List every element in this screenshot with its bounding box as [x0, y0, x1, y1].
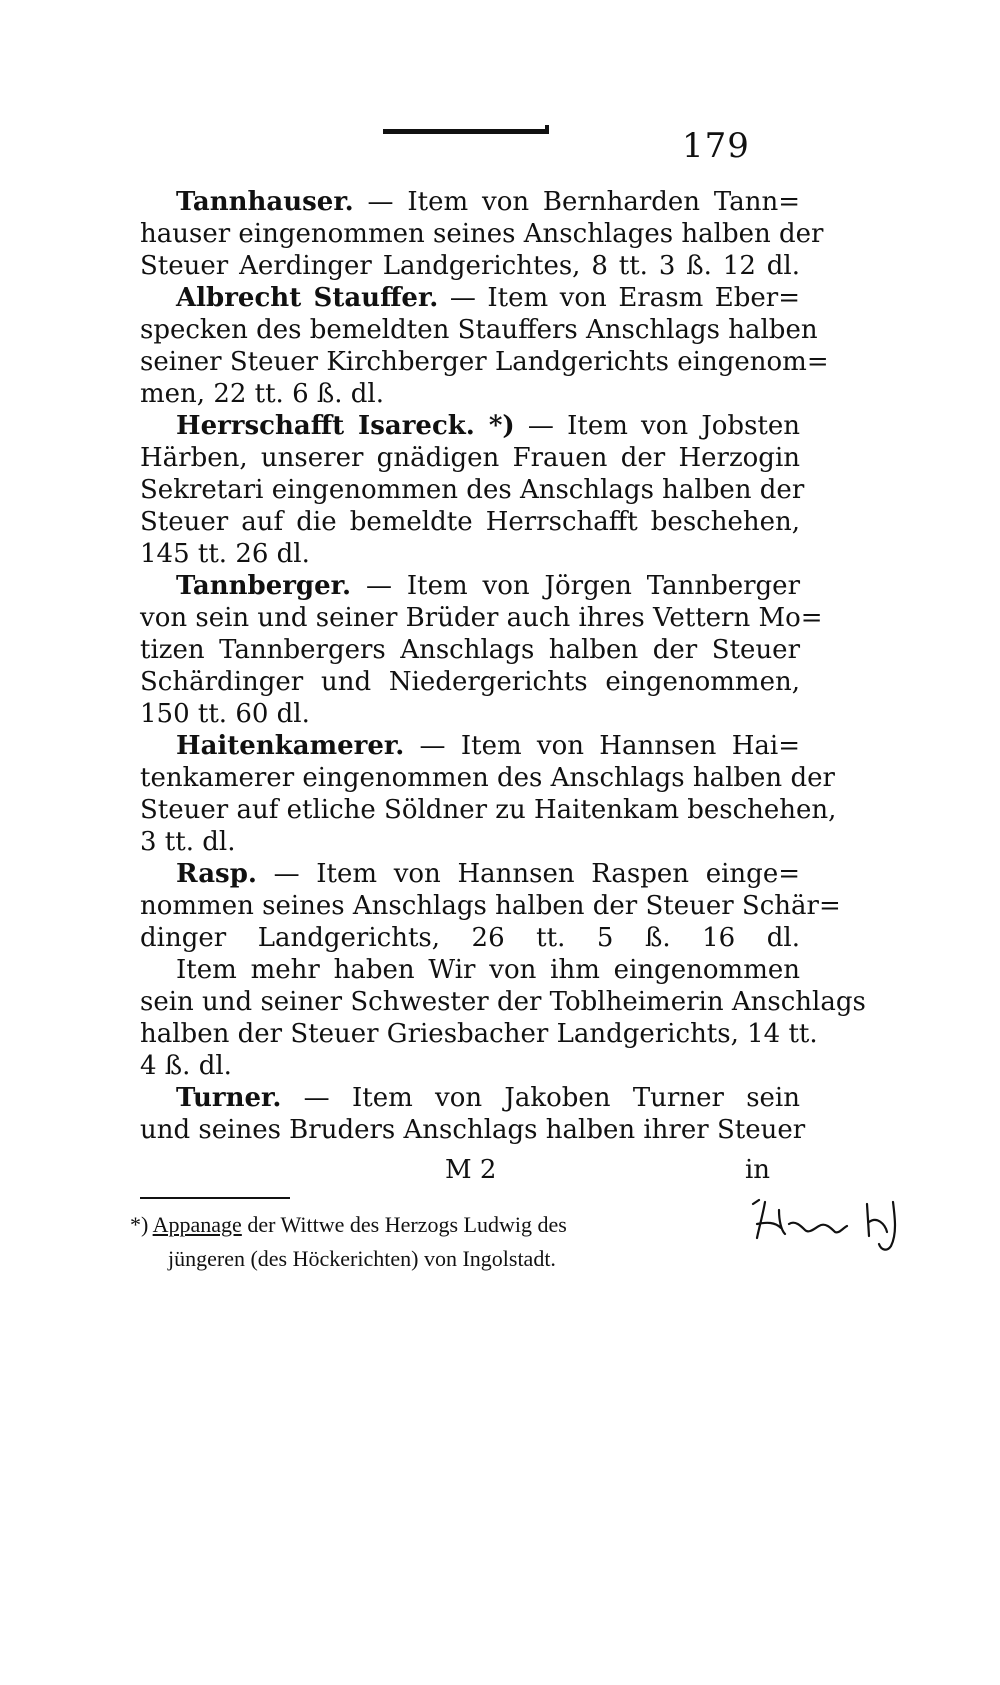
line-text: — Item von Jörgen Tannberger: [351, 571, 800, 601]
footnote-line-1-text: der Wittwe des Herzogs Ludwig des: [241, 1212, 567, 1237]
text-line: [140, 1082, 800, 1114]
catchword: in: [744, 1155, 770, 1185]
entry-heading: Tannberger.: [176, 571, 352, 601]
footnote-marker: *): [130, 1212, 149, 1237]
text-line: [140, 954, 800, 986]
line-text: — Item von Erasm Eber=: [438, 283, 800, 313]
line-text: halben der Steuer Griesbacher Landgerichts, 14 tt.: [140, 1019, 818, 1049]
text-line: [140, 538, 800, 570]
line-text: specken des bemeldten Stauffers Anschlags halben: [140, 315, 818, 345]
line-text: nommen seines Anschlags halben der Steuer Schär=: [140, 891, 841, 921]
text-line: [140, 1050, 800, 1082]
line-text: und seines Bruders Anschlags halben ihrer Steuer: [140, 1115, 806, 1145]
text-line: [140, 1114, 806, 1146]
line-text: tenkamerer eingenommen des Anschlags halben der: [140, 763, 835, 793]
line-text: — Item von Bernharden Tann=: [353, 187, 800, 217]
footnote: [130, 1208, 830, 1276]
line-text: — Item von Jobsten: [514, 411, 800, 441]
text-line: [140, 922, 800, 954]
entry-heading: Albrecht Stauffer.: [176, 283, 439, 313]
line-text: — Item von Hannsen Raspen einge=: [256, 859, 800, 889]
text-line: [140, 986, 866, 1018]
line-text: Sekretari eingenommen des Anschlags halben der: [140, 475, 805, 505]
catchword-row: [140, 1155, 800, 1189]
line-text: Steuer Aerdinger Landgerichtes, 8 tt. 3 ß. 12 dl.: [140, 251, 800, 281]
text-line: [140, 890, 841, 922]
line-text: — Item von Hannsen Hai=: [404, 731, 800, 761]
text-line: [140, 442, 800, 474]
entry-heading: Turner.: [176, 1083, 282, 1113]
line-text: — Item von Jakoben Turner sein: [281, 1083, 800, 1113]
text-line: [140, 1018, 818, 1050]
line-text: Steuer auf die bemeldte Herrschafft beschehen,: [140, 507, 800, 537]
line-text: seiner Steuer Kirchberger Landgerichts eingenom=: [140, 347, 829, 377]
line-text: von sein und seiner Brüder auch ihres Vettern Mo=: [140, 603, 823, 633]
footnote-rule: [140, 1197, 290, 1199]
text-line: [140, 570, 800, 602]
text-line: [140, 666, 800, 698]
line-text: dinger Landgerichts, 26 tt. 5 ß. 16 dl.: [140, 923, 800, 953]
entry-heading: Rasp.: [176, 859, 257, 889]
text-line: [140, 794, 837, 826]
text-line: [140, 634, 800, 666]
entry-heading: Tannhauser.: [176, 187, 354, 217]
text-line: [140, 314, 818, 346]
footnote-underlined-word: Appanage: [152, 1212, 242, 1237]
line-text: Steuer auf etliche Söldner zu Haitenkam beschehen,: [140, 795, 837, 825]
line-text: 145 tt. 26 dl.: [140, 539, 310, 569]
signature-mark: M 2: [445, 1155, 497, 1185]
text-line: [140, 218, 824, 250]
text-line: [140, 410, 800, 442]
footnote-line-2: jüngeren (des Höckerichten) von Ingolstadt.: [168, 1246, 556, 1271]
text-line: [140, 762, 835, 794]
line-text: Härben, unserer gnädigen Frauen der Herzogin: [140, 443, 800, 473]
text-line: [140, 826, 800, 858]
entry-heading: Haitenkamerer.: [176, 731, 405, 761]
text-line: [140, 186, 800, 218]
line-text: men, 22 tt. 6 ß. dl.: [140, 379, 385, 409]
text-line: [140, 698, 800, 730]
text-line: [140, 346, 829, 378]
text-line: [140, 602, 823, 634]
line-text: Schärdinger und Niedergerichts eingenommen,: [140, 667, 800, 697]
line-text: sein und seiner Schwester der Toblheimerin Anschlags: [140, 987, 866, 1017]
footnote-line-1: [130, 1208, 830, 1242]
page-number: 179: [682, 126, 750, 166]
handwritten-annotation: [745, 1194, 915, 1254]
line-text: 3 tt. dl.: [140, 827, 236, 857]
text-line: [140, 474, 805, 506]
text-line: [140, 378, 800, 410]
entry-heading: Herrschafft Isareck. *): [176, 411, 515, 441]
line-text: 4 ß. dl.: [140, 1051, 232, 1081]
text-line: [140, 282, 800, 314]
line-text: Item mehr haben Wir von ihm eingenommen: [176, 955, 800, 985]
text-line: [140, 250, 800, 282]
header-rule: [383, 129, 545, 134]
line-text: hauser eingenommen seines Anschlages halben der: [140, 219, 824, 249]
text-line: [140, 730, 800, 762]
line-text: tizen Tannbergers Anschlags halben der Steuer: [140, 635, 800, 665]
body-text: [140, 186, 866, 1146]
line-text: 150 tt. 60 dl.: [140, 699, 310, 729]
text-line: [140, 506, 800, 538]
text-line: [140, 858, 800, 890]
